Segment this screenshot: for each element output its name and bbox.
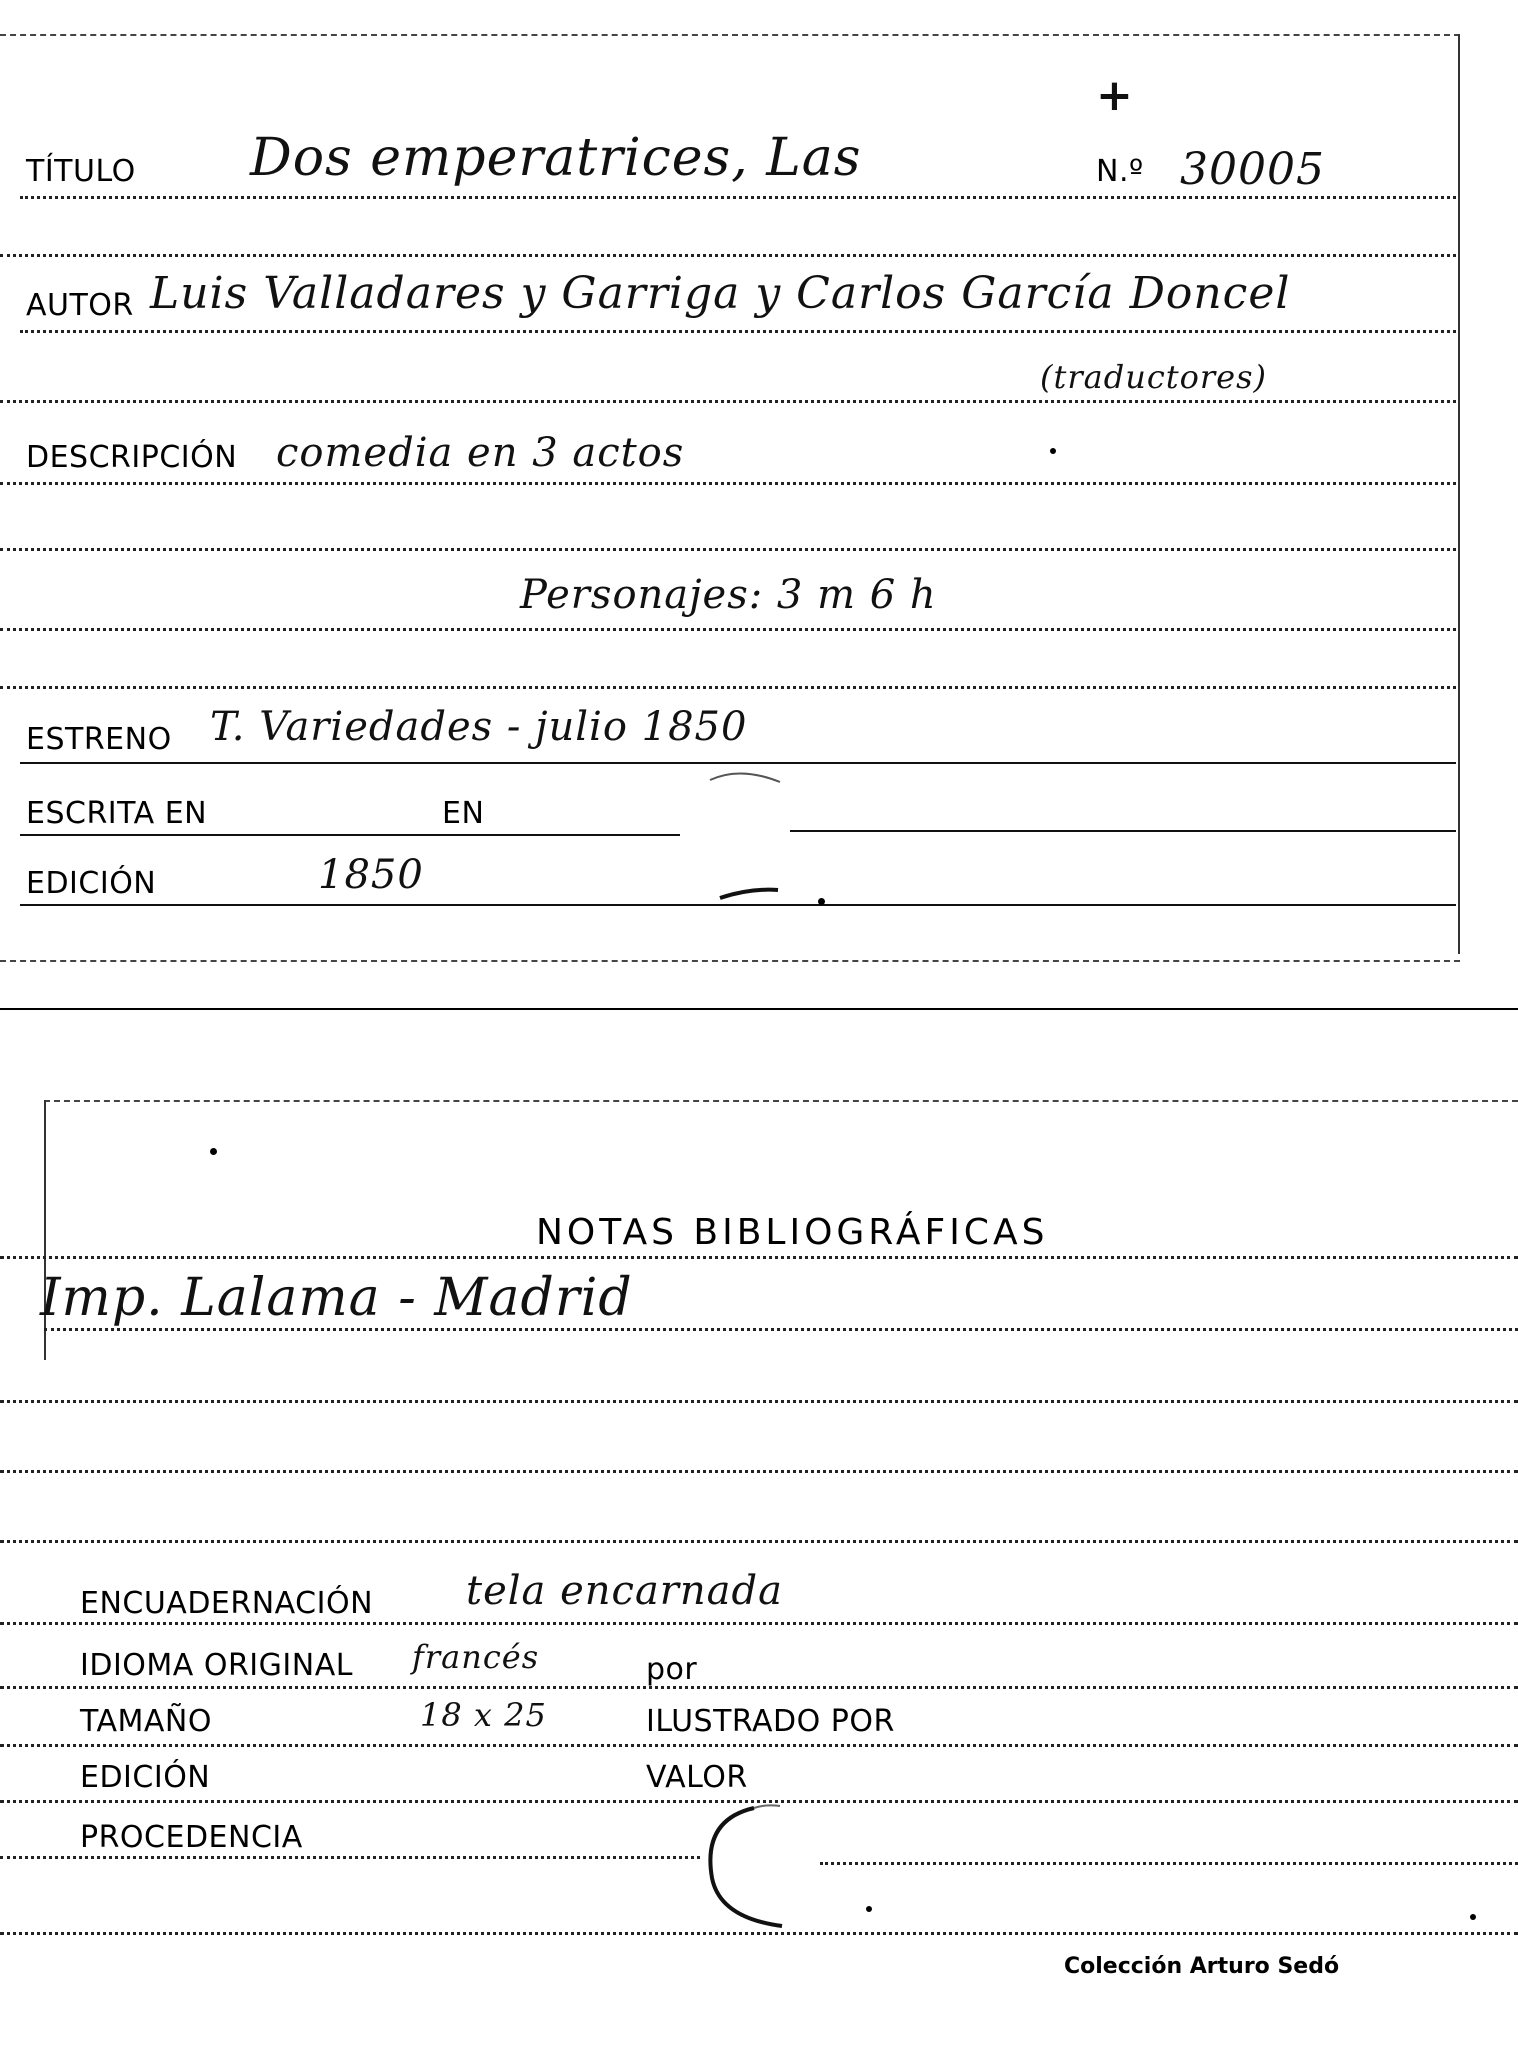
idioma-line — [0, 1686, 1518, 1689]
card-top-border — [0, 34, 1460, 36]
ink-speck — [818, 898, 825, 905]
autor-value: Luis Valladares y Garriga y Carlos García Doncel — [150, 268, 1291, 319]
edicion-label: EDICIÓN — [26, 866, 157, 901]
tamano-value: 18 x 25 — [420, 1696, 547, 1734]
titulo-value: Dos emperatrices, Las — [250, 128, 862, 188]
estreno-label: ESTRENO — [26, 722, 172, 757]
procedencia-line-right — [820, 1862, 1518, 1865]
card-bottom-border — [0, 960, 1460, 962]
idioma-value: francés — [412, 1638, 540, 1676]
edicion-back-label: EDICIÓN — [80, 1760, 211, 1795]
punch-hole-mark — [694, 1800, 804, 1930]
en-label: EN — [442, 796, 485, 831]
personajes-line — [0, 628, 1456, 631]
ink-speck — [1470, 1914, 1476, 1920]
card-right-border — [1458, 34, 1460, 954]
autor-label: AUTOR — [26, 288, 134, 323]
card-top-border — [44, 1100, 1518, 1102]
titulo-line — [20, 196, 1456, 199]
bottom-line — [0, 1932, 1518, 1935]
estreno-value: T. Variedades - julio 1850 — [210, 704, 748, 750]
card-separator — [0, 1008, 1518, 1010]
por-label: por — [646, 1652, 698, 1687]
notas-value: Imp. Lalama - Madrid — [40, 1268, 633, 1328]
escrita-en-label: ESCRITA EN — [26, 796, 208, 831]
collection-stamp: Colección Arturo Sedó — [1064, 1954, 1340, 1979]
notas-heading: NOTAS BIBLIOGRÁFICAS — [536, 1212, 1049, 1253]
line-blank-5 — [0, 1400, 1518, 1403]
numero-label: N.º — [1096, 154, 1144, 189]
edicion-value: 1850 — [318, 852, 424, 898]
line-blank-3 — [0, 548, 1456, 551]
ink-speck — [1050, 448, 1056, 454]
encuadernacion-label: ENCUADERNACIÓN — [80, 1586, 374, 1621]
encuadernacion-line — [0, 1622, 1518, 1625]
escrita-en-line-right — [790, 830, 1456, 832]
catalog-card-back — [0, 1100, 1518, 2056]
catalog-card-front — [0, 0, 1518, 980]
descripcion-line — [0, 482, 1456, 485]
descripcion-value: comedia en 3 actos — [276, 430, 685, 476]
line-blank-2 — [0, 400, 1456, 403]
personajes-value: Personajes: 3 m 6 h — [520, 572, 937, 618]
procedencia-label: PROCEDENCIA — [80, 1820, 303, 1855]
line-blank-6 — [0, 1470, 1518, 1473]
titulo-label: TÍTULO — [26, 154, 136, 189]
idioma-label: IDIOMA ORIGINAL — [80, 1648, 353, 1683]
escrita-en-line — [20, 834, 680, 836]
estreno-line — [20, 762, 1456, 764]
line-blank-4 — [0, 686, 1456, 689]
numero-value: 30005 — [1180, 144, 1325, 195]
ink-speck — [866, 1906, 872, 1912]
notas-line — [44, 1328, 1518, 1331]
autor-note: (traductores) — [1040, 358, 1267, 396]
tamano-label: TAMAÑO — [80, 1704, 212, 1739]
heading-line — [0, 1256, 1518, 1259]
autor-line — [20, 330, 1456, 333]
encuadernacion-value: tela encarnada — [466, 1568, 783, 1614]
tamano-line — [0, 1744, 1518, 1747]
line-blank-1 — [0, 254, 1456, 257]
cross-mark: + — [1096, 70, 1134, 121]
procedencia-line — [0, 1856, 700, 1859]
punch-hole-mark — [690, 770, 800, 910]
descripcion-label: DESCRIPCIÓN — [26, 440, 238, 475]
ink-speck — [210, 1148, 217, 1155]
valor-label: VALOR — [646, 1760, 748, 1795]
ilustrado-label: ILUSTRADO POR — [646, 1704, 895, 1739]
line-blank-7 — [0, 1540, 1518, 1543]
